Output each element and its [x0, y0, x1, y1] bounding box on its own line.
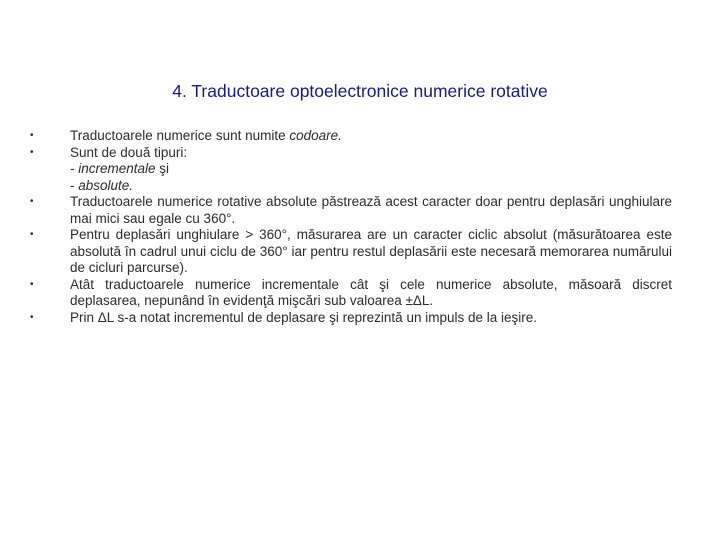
list-item-text — [70, 128, 672, 145]
list-item-text: Pentru deplasări unghiulare > 360°, măsurarea are un caracter ciclic absolut (măsurătoarea este absolută în cadrul unui ciclu de 360° iar pentru restul deplasării este necesară memorarea numărului de cicluri parcurse). — [70, 227, 672, 275]
list-item-text-italic: codoare. — [289, 128, 342, 143]
list-item-text: Traductoarele numerice rotative absolute păstrează acest caracter doar pentru deplasări unghiulare mai mici sau egale cu 360°. — [70, 194, 672, 226]
list-item — [30, 227, 672, 277]
bullet-icon: • — [30, 130, 34, 141]
list-subitem — [30, 178, 672, 195]
list-item — [30, 194, 672, 227]
list-item-text-plain: Traductoarele numerice sunt numite — [70, 128, 290, 143]
list-subitem — [30, 161, 672, 178]
list-item-text: Atât traductoarele numerice incrementale cât şi cele numerice absolute, măsoară discret deplasarea, nepunând în evidenţă mişcări sub valoarea ±ΔL. — [70, 276, 672, 308]
list-item — [30, 310, 672, 327]
list-subitem-italic: absolute. — [78, 177, 134, 193]
list-item-text: Sunt de două tipuri: — [70, 144, 188, 160]
list-subitem-dash: - — [70, 177, 79, 193]
bullet-icon: • — [30, 311, 34, 323]
list-subitem-text — [70, 178, 672, 195]
slide-title: 4. Traductoare optoelectronice numerice rotative — [172, 81, 548, 101]
list-item — [30, 277, 672, 310]
list-item-text: Prin ΔL s-a notat incrementul de deplasare şi reprezintă un impuls de la ieşire. — [70, 309, 538, 325]
list-subitem-after: şi — [155, 161, 170, 176]
bullet-icon: • — [30, 146, 34, 158]
list-subitem-italic: incrementale — [78, 161, 156, 176]
bullet-icon: • — [30, 229, 34, 240]
bullet-icon: • — [30, 278, 34, 290]
bullet-icon: • — [30, 196, 34, 207]
bullet-list — [30, 128, 672, 326]
list-subitem-text — [70, 161, 672, 178]
list-item — [30, 145, 672, 162]
list-subitem-dash: - — [70, 161, 79, 176]
list-item — [30, 128, 672, 145]
